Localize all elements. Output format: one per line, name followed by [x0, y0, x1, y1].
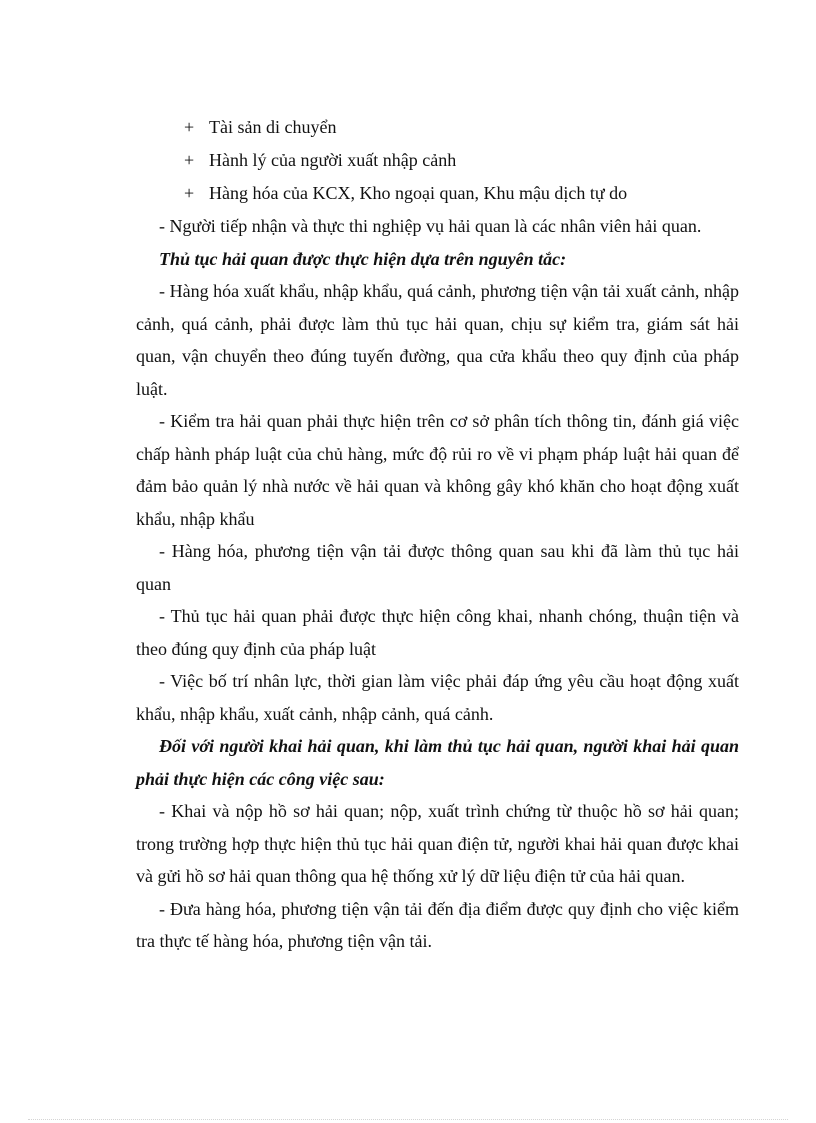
paragraph-customs-officers: - Người tiếp nhận và thực thi nghiệp vụ hải quan là các nhân viên hải quan. — [159, 216, 702, 236]
document-body — [136, 111, 739, 958]
bullet-text: Hàng hóa của KCX, Kho ngoại quan, Khu mậu dịch tự do — [209, 183, 628, 203]
section-heading-principles: Thủ tục hải quan được thực hiện dựa trên nguyên tắc: — [159, 248, 567, 269]
plus-bullet-icon: + — [184, 183, 195, 203]
bullet-item — [136, 111, 739, 144]
section-heading-declarant-duties: Đối với người khai hải quan, khi làm thủ tục hải quan, người khai hải quan phải thực hiện các công việc sau: — [136, 736, 739, 789]
paragraph-duty-declare: - Khai và nộp hồ sơ hải quan; nộp, xuất trình chứng từ thuộc hồ sơ hải quan; trong trường hợp thực hiện thủ tục hải quan điện tử, người khai hải quan được khai và gửi hồ sơ hải quan thông qua hệ thống xử lý dữ liệu điện tử của hải quan. — [136, 801, 739, 886]
plus-bullet-icon: + — [184, 150, 195, 170]
paragraph-principle-clearance: - Hàng hóa, phương tiện vận tải được thông quan sau khi đã làm thủ tục hải quan — [136, 541, 739, 594]
bullet-item — [136, 144, 739, 177]
bullet-text: Hành lý của người xuất nhập cảnh — [209, 150, 457, 170]
paragraph-principle-staffing: - Việc bố trí nhân lực, thời gian làm việc phải đáp ứng yêu cầu hoạt động xuất khẩu, nhập khẩu, xuất cảnh, nhập cảnh, quá cảnh. — [136, 671, 739, 724]
paragraph-principle-inspection: - Kiểm tra hải quan phải thực hiện trên cơ sở phân tích thông tin, đánh giá việc chấp hành pháp luật của chủ hàng, mức độ rủi ro về vi phạm pháp luật hải quan để đảm bảo quản lý nhà nước về hải quan và không gây khó khăn cho hoạt động xuất khẩu, nhập khẩu — [136, 411, 739, 529]
page-footer-divider — [28, 1119, 788, 1120]
plus-bullet-icon: + — [184, 117, 195, 137]
paragraph-principle-goods: - Hàng hóa xuất khẩu, nhập khẩu, quá cảnh, phương tiện vận tải xuất cảnh, nhập cảnh, quá cảnh, phải được làm thủ tục hải quan, chịu sự kiểm tra, giám sát hải quan, vận chuyển theo đúng tuyến đường, qua cửa khẩu theo quy định của pháp luật. — [136, 281, 739, 399]
bullet-item — [136, 177, 739, 210]
paragraph-duty-transport: - Đưa hàng hóa, phương tiện vận tải đến địa điểm được quy định cho việc kiểm tra thực tế hàng hóa, phương tiện vận tải. — [136, 898, 739, 951]
paragraph-principle-transparency: - Thủ tục hải quan phải được thực hiện công khai, nhanh chóng, thuận tiện và theo đúng quy định của pháp luật — [136, 606, 739, 659]
bullet-text: Tài sản di chuyển — [209, 117, 337, 137]
